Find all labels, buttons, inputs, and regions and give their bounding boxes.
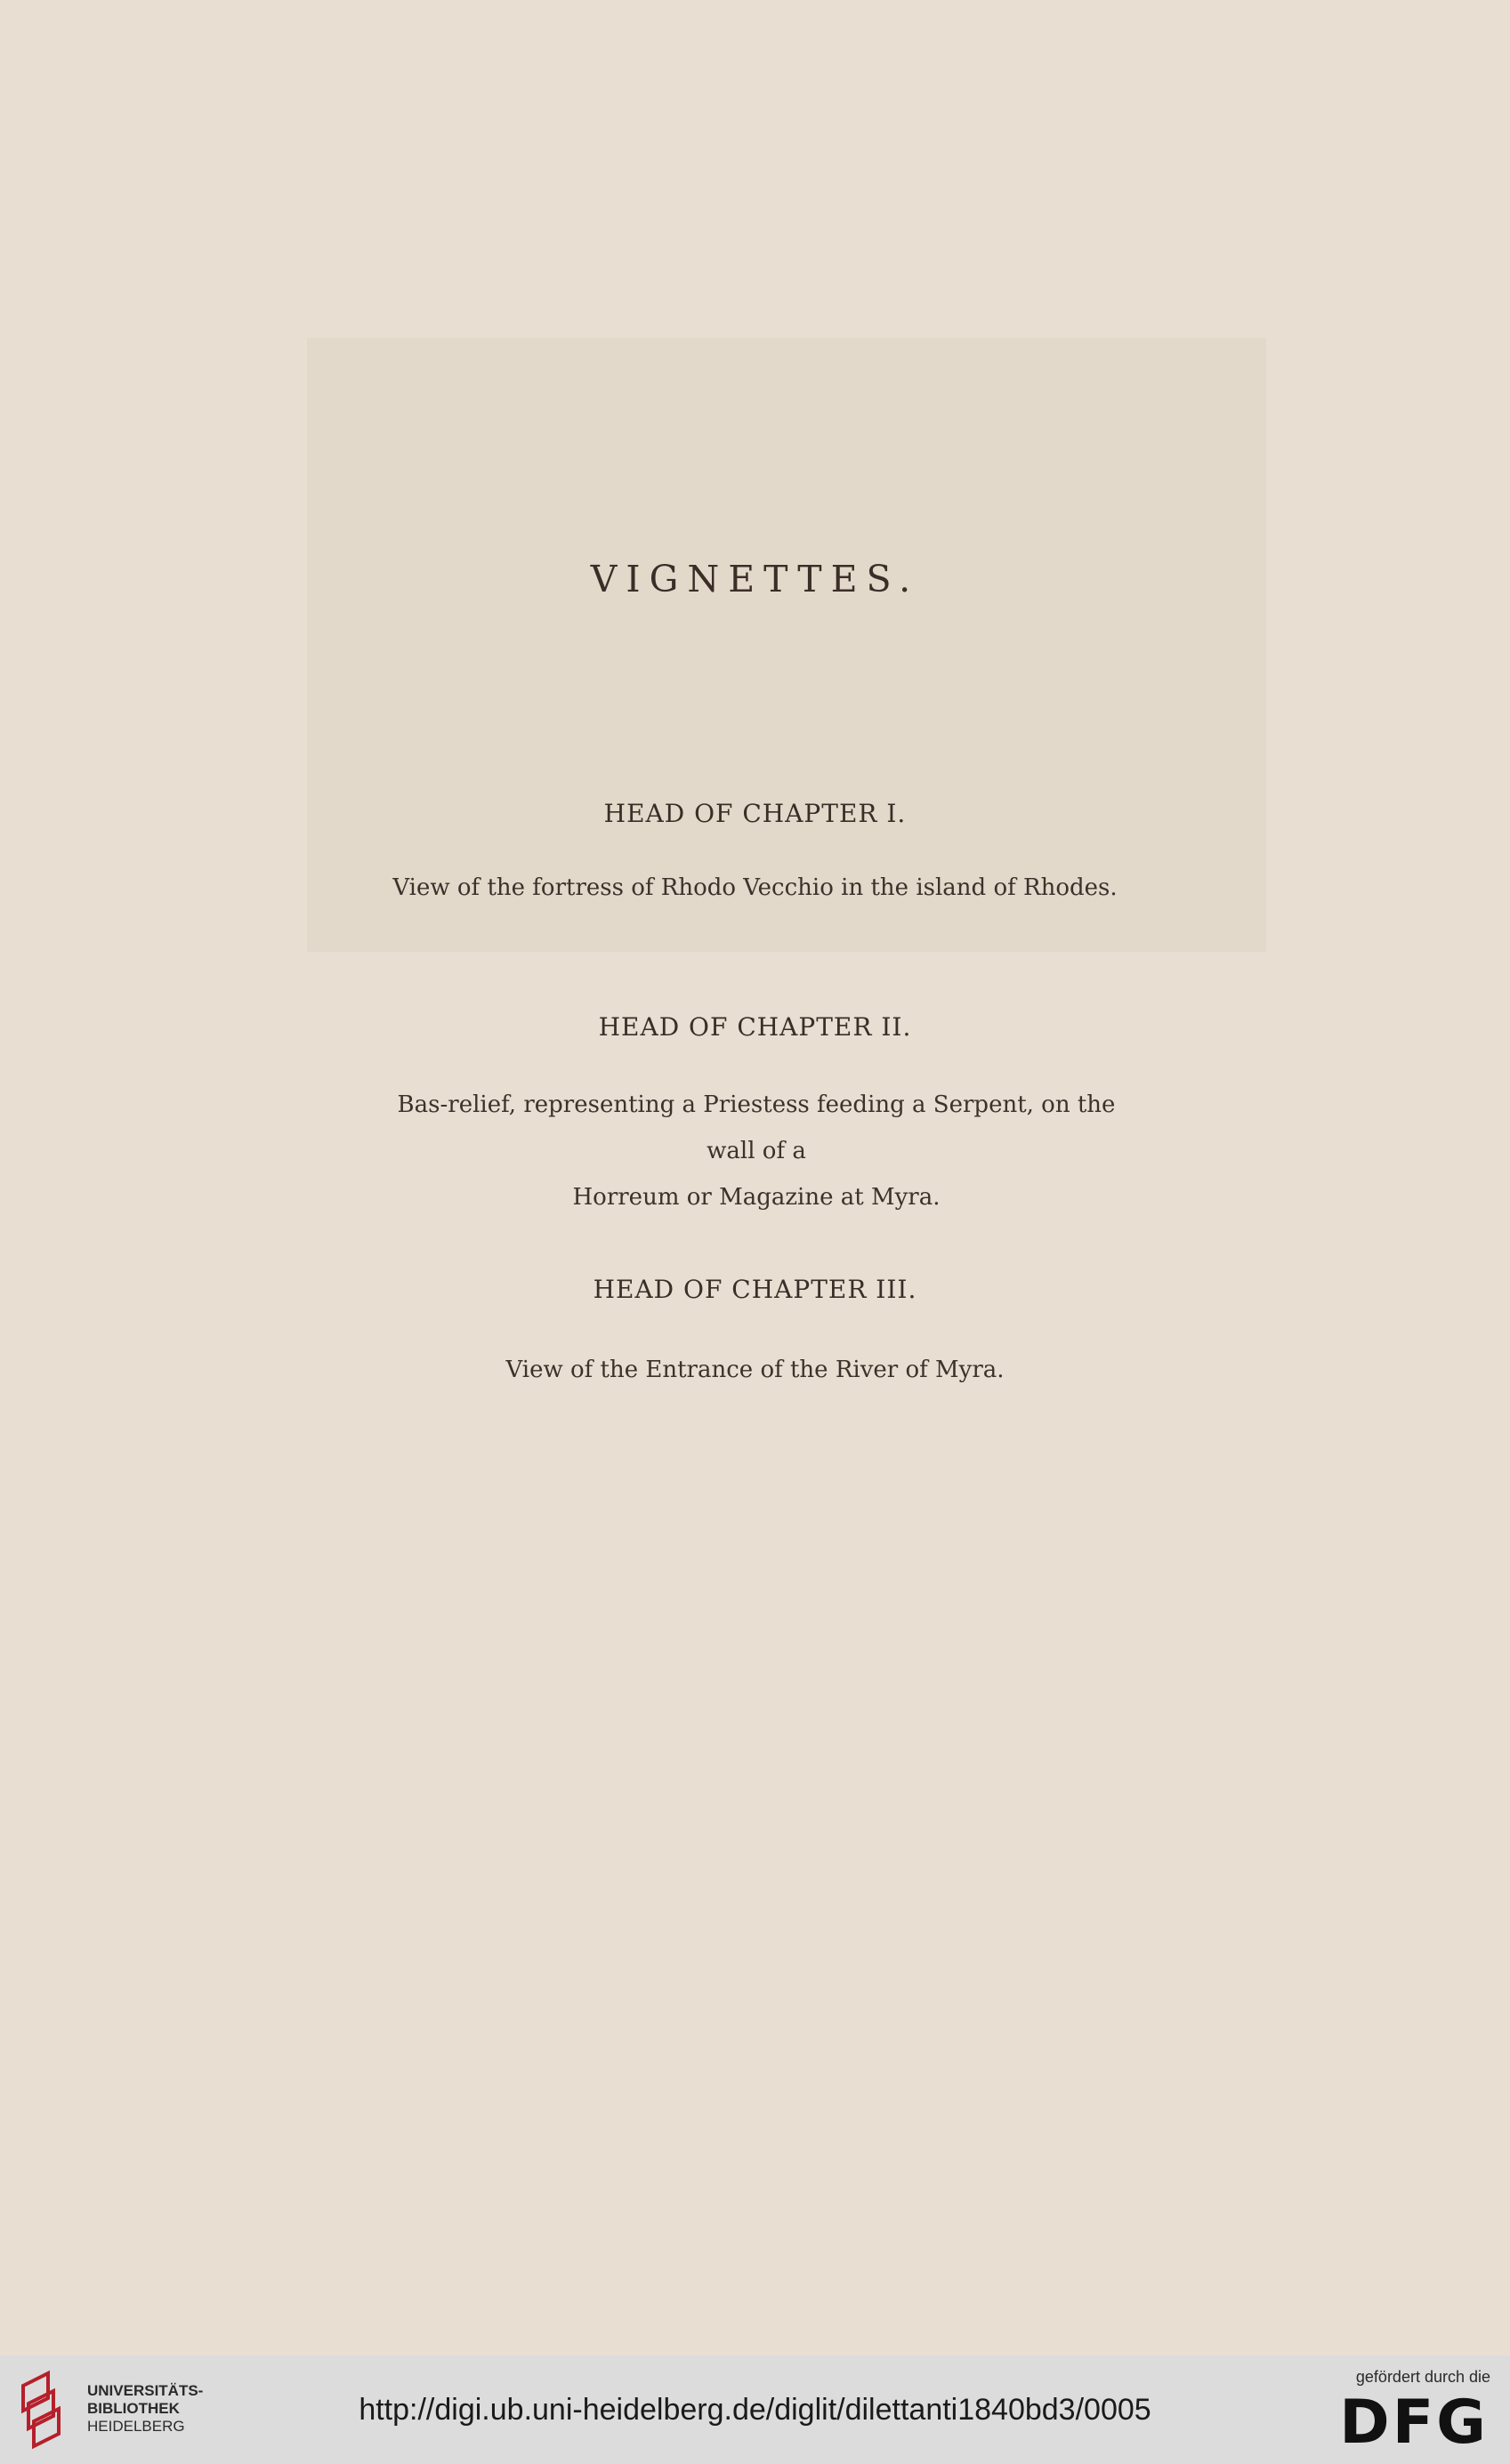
chapter-2-description bbox=[374, 1082, 1139, 1220]
offset-show-through bbox=[307, 338, 1266, 952]
chapter-2-description-line-1: Bas-relief, representing a Priestess feeding a Serpent, on the wall of a bbox=[397, 1091, 1116, 1164]
funding-note: gefördert durch die bbox=[1355, 2368, 1490, 2386]
library-name-line-2: BIBLIOTHEK bbox=[87, 2400, 180, 2417]
permalink-url[interactable]: http://digi.ub.uni-heidelberg.de/diglit/dilettanti1840bd3/0005 bbox=[359, 2393, 1151, 2427]
library-name-line-1: UNIVERSITÄTS- bbox=[87, 2382, 204, 2399]
chapter-2-description-line-2: Horreum or Magazine at Myra. bbox=[572, 1184, 941, 1211]
dfg-logo: DFG bbox=[1339, 2388, 1489, 2458]
chapter-1-heading: HEAD OF CHAPTER I. bbox=[603, 799, 907, 828]
chapter-3-description: View of the Entrance of the River of Myra. bbox=[505, 1357, 1005, 1383]
page-title: VIGNETTES. bbox=[590, 558, 920, 600]
chapter-2-heading: HEAD OF CHAPTER II. bbox=[598, 1012, 912, 1042]
library-name-line-3: HEIDELBERG bbox=[87, 2418, 185, 2435]
chapter-3-heading: HEAD OF CHAPTER III. bbox=[593, 1275, 917, 1304]
footer-bar bbox=[0, 2355, 1510, 2464]
chapter-1-description: View of the fortress of Rhodo Vecchio in the island of Rhodes. bbox=[392, 874, 1118, 901]
